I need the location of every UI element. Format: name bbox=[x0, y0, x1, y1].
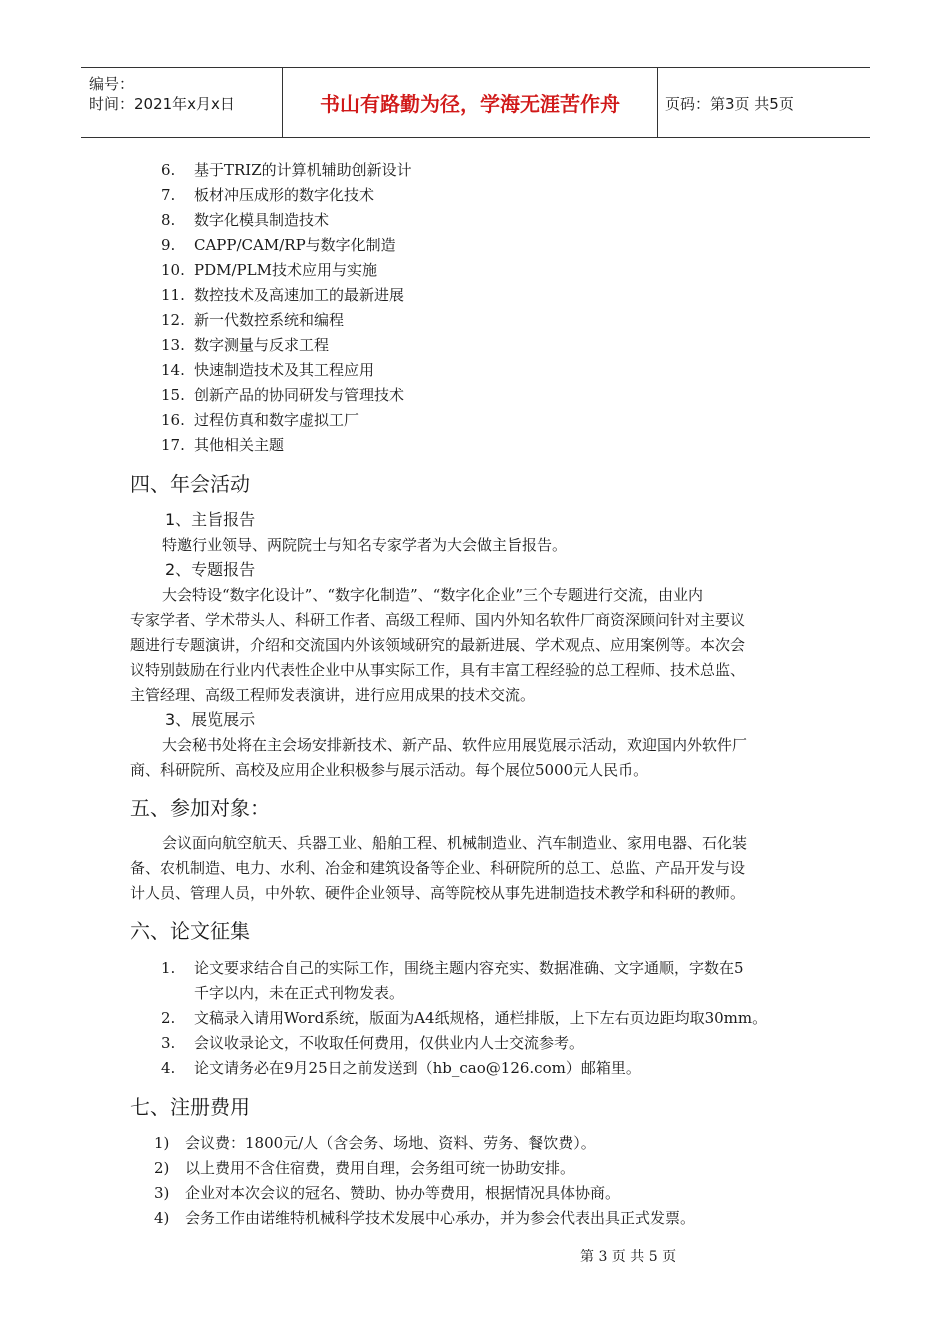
fee-item-text: 以上费用不含住宿费，费用自理，会务组可统一协助安排。 bbox=[185, 1159, 576, 1177]
topic-text: 数字化模具制造技术 bbox=[194, 211, 330, 229]
fee-item-number: 3) bbox=[154, 1184, 170, 1202]
special-reports-line: 主管经理、高级工程师发表演讲，进行应用成果的技术交流。 bbox=[130, 686, 536, 704]
subsection-keynote: 1、主旨报告 bbox=[165, 510, 256, 529]
fee-item-number: 2) bbox=[154, 1159, 170, 1177]
special-reports-line: 议特别鼓励在行业内代表性企业中从事实际工作，具有丰富工程经验的总工程师、技术总监、 bbox=[130, 661, 746, 679]
special-reports-line: 大会特设“数字化设计”、“数字化制造”、“数字化企业”三个专题进行交流，由业内 bbox=[162, 586, 704, 604]
topic-number: 11. bbox=[161, 286, 185, 304]
topic-text: CAPP/CAM/RP与数字化制造 bbox=[194, 236, 396, 254]
header-motto: 书山有路勤为径，学海无涯苦作舟 bbox=[283, 68, 658, 137]
topic-text: 数字测量与反求工程 bbox=[194, 336, 330, 354]
paper-item-text: 论文要求结合自己的实际工作，围绕主题内容充实、数据准确、文字通顺，字数在5 bbox=[194, 959, 744, 977]
topic-number: 12. bbox=[161, 311, 185, 329]
subsection-exhibition: 3、展览展示 bbox=[165, 710, 256, 729]
participants-line: 计人员、管理人员，中外软、硬件企业领导、高等院校从事先进制造技术教学和科研的教师。 bbox=[130, 884, 746, 902]
section-title-registration: 七、注册费用 bbox=[130, 1095, 250, 1119]
fee-item-number: 1) bbox=[154, 1134, 170, 1152]
topic-number: 13. bbox=[161, 336, 185, 354]
topic-number: 10. bbox=[161, 261, 185, 279]
topic-text: 基于TRIZ的计算机辅助创新设计 bbox=[194, 161, 412, 179]
topic-number: 15. bbox=[161, 386, 185, 404]
topic-text: 新一代数控系统和编程 bbox=[194, 311, 345, 329]
special-reports-line: 专家学者、学术带头人、科研工作者、高级工程师、国内外知名软件厂商资深顾问针对主要议 bbox=[130, 611, 746, 629]
section-title-activities: 四、年会活动 bbox=[130, 472, 250, 496]
topic-text: 其他相关主题 bbox=[194, 436, 285, 454]
paper-item-number: 1. bbox=[161, 959, 176, 977]
topic-text: 数控技术及高速加工的最新进展 bbox=[194, 286, 405, 304]
topic-text: 板材冲压成形的数字化技术 bbox=[194, 186, 375, 204]
participants-line: 会议面向航空航天、兵器工业、船舶工程、机械制造业、汽车制造业、家用电器、石化装 bbox=[162, 834, 748, 852]
header-left-cell bbox=[81, 68, 283, 137]
keynote-text: 特邀行业领导、两院院士与知名专家学者为大会做主旨报告。 bbox=[162, 536, 568, 554]
page-footer: 第 3 页 共 5 页 bbox=[580, 1249, 677, 1265]
exhibition-line: 大会秘书处将在主会场安排新技术、新产品、软件应用展览展示活动，欢迎国内外软件厂 bbox=[162, 736, 748, 754]
topic-text: 创新产品的协同研发与管理技术 bbox=[194, 386, 405, 404]
topic-text: 快速制造技术及其工程应用 bbox=[194, 361, 375, 379]
paper-item-text-cont: 千字以内，未在正式刊物发表。 bbox=[194, 984, 405, 1002]
paper-item-text: 会议收录论文，不收取任何费用，仅供业内人士交流参考。 bbox=[194, 1034, 585, 1052]
section-title-participants: 五、参加对象： bbox=[130, 796, 270, 820]
paper-item-number: 3. bbox=[161, 1034, 176, 1052]
topic-number: 16. bbox=[161, 411, 185, 429]
paper-item-number: 4. bbox=[161, 1059, 176, 1077]
topic-number: 7. bbox=[161, 186, 176, 204]
section-title-papers: 六、论文征集 bbox=[130, 919, 250, 943]
paper-item-text: 文稿录入请用Word系统，版面为A4纸规格，通栏排版，上下左右页边距均取30mm。 bbox=[194, 1009, 768, 1027]
participants-line: 备、农机制造、电力、水利、冶金和建筑设备等企业、科研院所的总工、总监、产品开发与设 bbox=[130, 859, 746, 877]
fee-item-text: 会议费：1800元/人（含会务、场地、资料、劳务、餐饮费）。 bbox=[185, 1134, 596, 1152]
special-reports-line: 题进行专题演讲，介绍和交流国内外该领域研究的最新进展、学术观点、应用案例等。本次会 bbox=[130, 636, 746, 654]
topic-number: 14. bbox=[161, 361, 185, 379]
paper-item-text: 论文请务必在9月25日之前发送到（hb_cao@126.com）邮箱里。 bbox=[194, 1059, 641, 1077]
number-label: 编号： bbox=[89, 75, 135, 93]
date-label: 时间：2021年x月x日 bbox=[89, 95, 235, 113]
topic-number: 9. bbox=[161, 236, 176, 254]
fee-item-text: 会务工作由诺维特机械科学技术发展中心承办，并为参会代表出具正式发票。 bbox=[185, 1209, 696, 1227]
topic-number: 8. bbox=[161, 211, 176, 229]
topic-number: 6. bbox=[161, 161, 176, 179]
fee-item-number: 4) bbox=[154, 1209, 170, 1227]
topic-number: 17. bbox=[161, 436, 185, 454]
page-header bbox=[81, 67, 870, 138]
topic-text: 过程仿真和数字虚拟工厂 bbox=[194, 411, 360, 429]
topic-text: PDM/PLM技术应用与实施 bbox=[194, 261, 377, 279]
exhibition-line: 商、科研院所、高校及应用企业积极参与展示活动。每个展位5000元人民币。 bbox=[130, 761, 649, 779]
subsection-special-reports: 2、专题报告 bbox=[165, 560, 256, 579]
fee-item-text: 企业对本次会议的冠名、赞助、协办等费用，根据情况具体协商。 bbox=[185, 1184, 621, 1202]
header-page-info: 页码：第3页 共5页 bbox=[665, 95, 794, 113]
paper-item-number: 2. bbox=[161, 1009, 176, 1027]
